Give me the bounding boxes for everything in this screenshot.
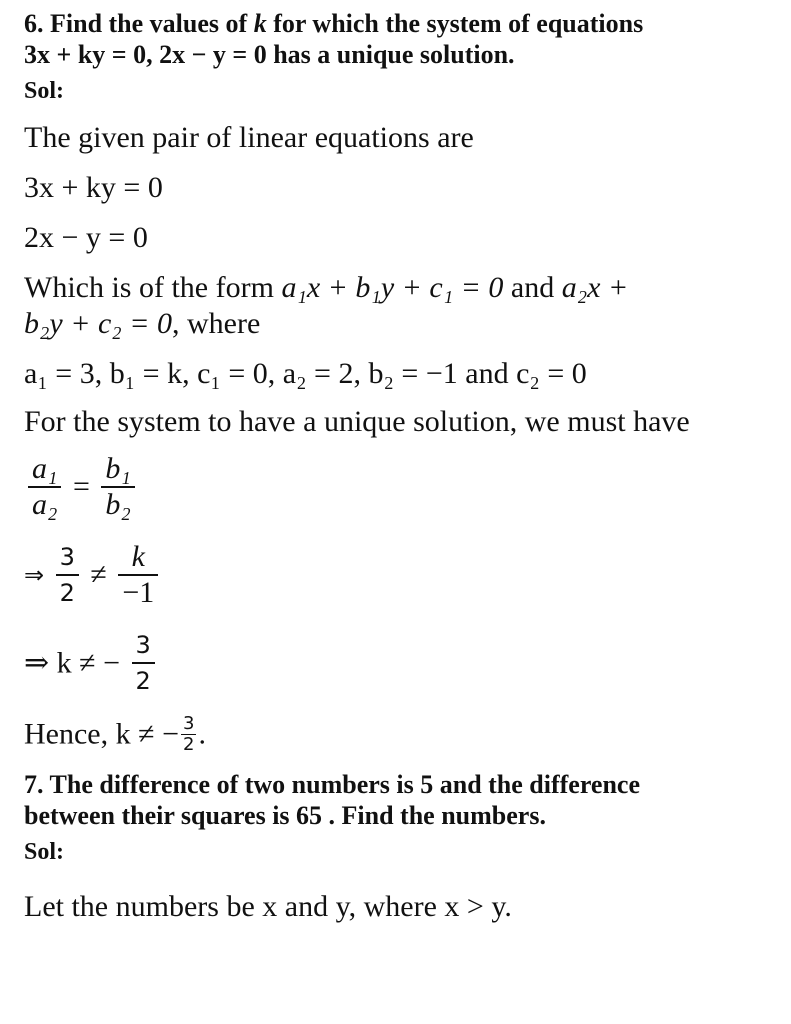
equation-1: 3x + ky = 0 bbox=[24, 171, 163, 204]
intro-text: The given pair of linear equations are bbox=[24, 121, 474, 154]
equation-2: 2x − y = 0 bbox=[24, 221, 148, 254]
coefficients: a₁ = 3, b₁ = k, c₁ = 0, a₂ = 2, b₂ = −1 and c₂ = 0 bbox=[24, 357, 587, 390]
fraction: $\frac{3}{2}$ bbox=[56, 540, 79, 610]
fraction: $\frac{k}{-1}$ bbox=[118, 540, 158, 610]
ratio-step-2: ⇒ $\frac{3}{2}$ ≠ $\frac{k}{-1}$ bbox=[24, 540, 774, 610]
solution-label: Sol: bbox=[24, 839, 65, 865]
condition-text: For the system to have a unique solution, we must have bbox=[24, 405, 690, 438]
question-6-heading: 6. Find the values of k for which the system of equations 3x + ky = 0, 2x − y = 0 has a unique solution. bbox=[24, 9, 644, 69]
question-7-heading: 7. The difference of two numbers is 5 and the difference between their squares is 65 . Find the numbers. bbox=[24, 770, 641, 830]
fraction: $\frac{\text{b₁}}{\text{b₂}}$ bbox=[101, 452, 134, 522]
question-number: 6. bbox=[24, 9, 44, 38]
conclusion: Hence, k ≠ − $\frac{3}{2}$ . bbox=[24, 713, 206, 755]
question-6-equations: 3x + ky = 0, 2x − y = 0 has a unique solution. bbox=[24, 40, 515, 69]
fraction: $\frac{\text{a₁}}{\text{a₂}}$ bbox=[28, 452, 61, 522]
document-page bbox=[24, 8, 774, 925]
solution-label: Sol: bbox=[24, 78, 65, 104]
standard-form-text: Which is of the form a₁x + b₁y + c₁ = 0 and a₂x + b₂y + c₂ = 0, where bbox=[24, 271, 629, 340]
ratio-step-3: ⇒ k ≠ − $\frac{3}{2}$ bbox=[24, 628, 774, 698]
question-7-start: Let the numbers be x and y, where x > y. bbox=[24, 890, 512, 923]
ratio-step-1: $\frac{\text{a₁}}{\text{a₂}}$ = $\frac{\text{b₁}}{\text{b₂}}$ bbox=[24, 452, 774, 522]
fraction: $\frac{3}{2}$ bbox=[132, 628, 155, 698]
fraction: $\frac{3}{2}$ bbox=[183, 713, 195, 755]
question-number: 7. bbox=[24, 770, 44, 799]
